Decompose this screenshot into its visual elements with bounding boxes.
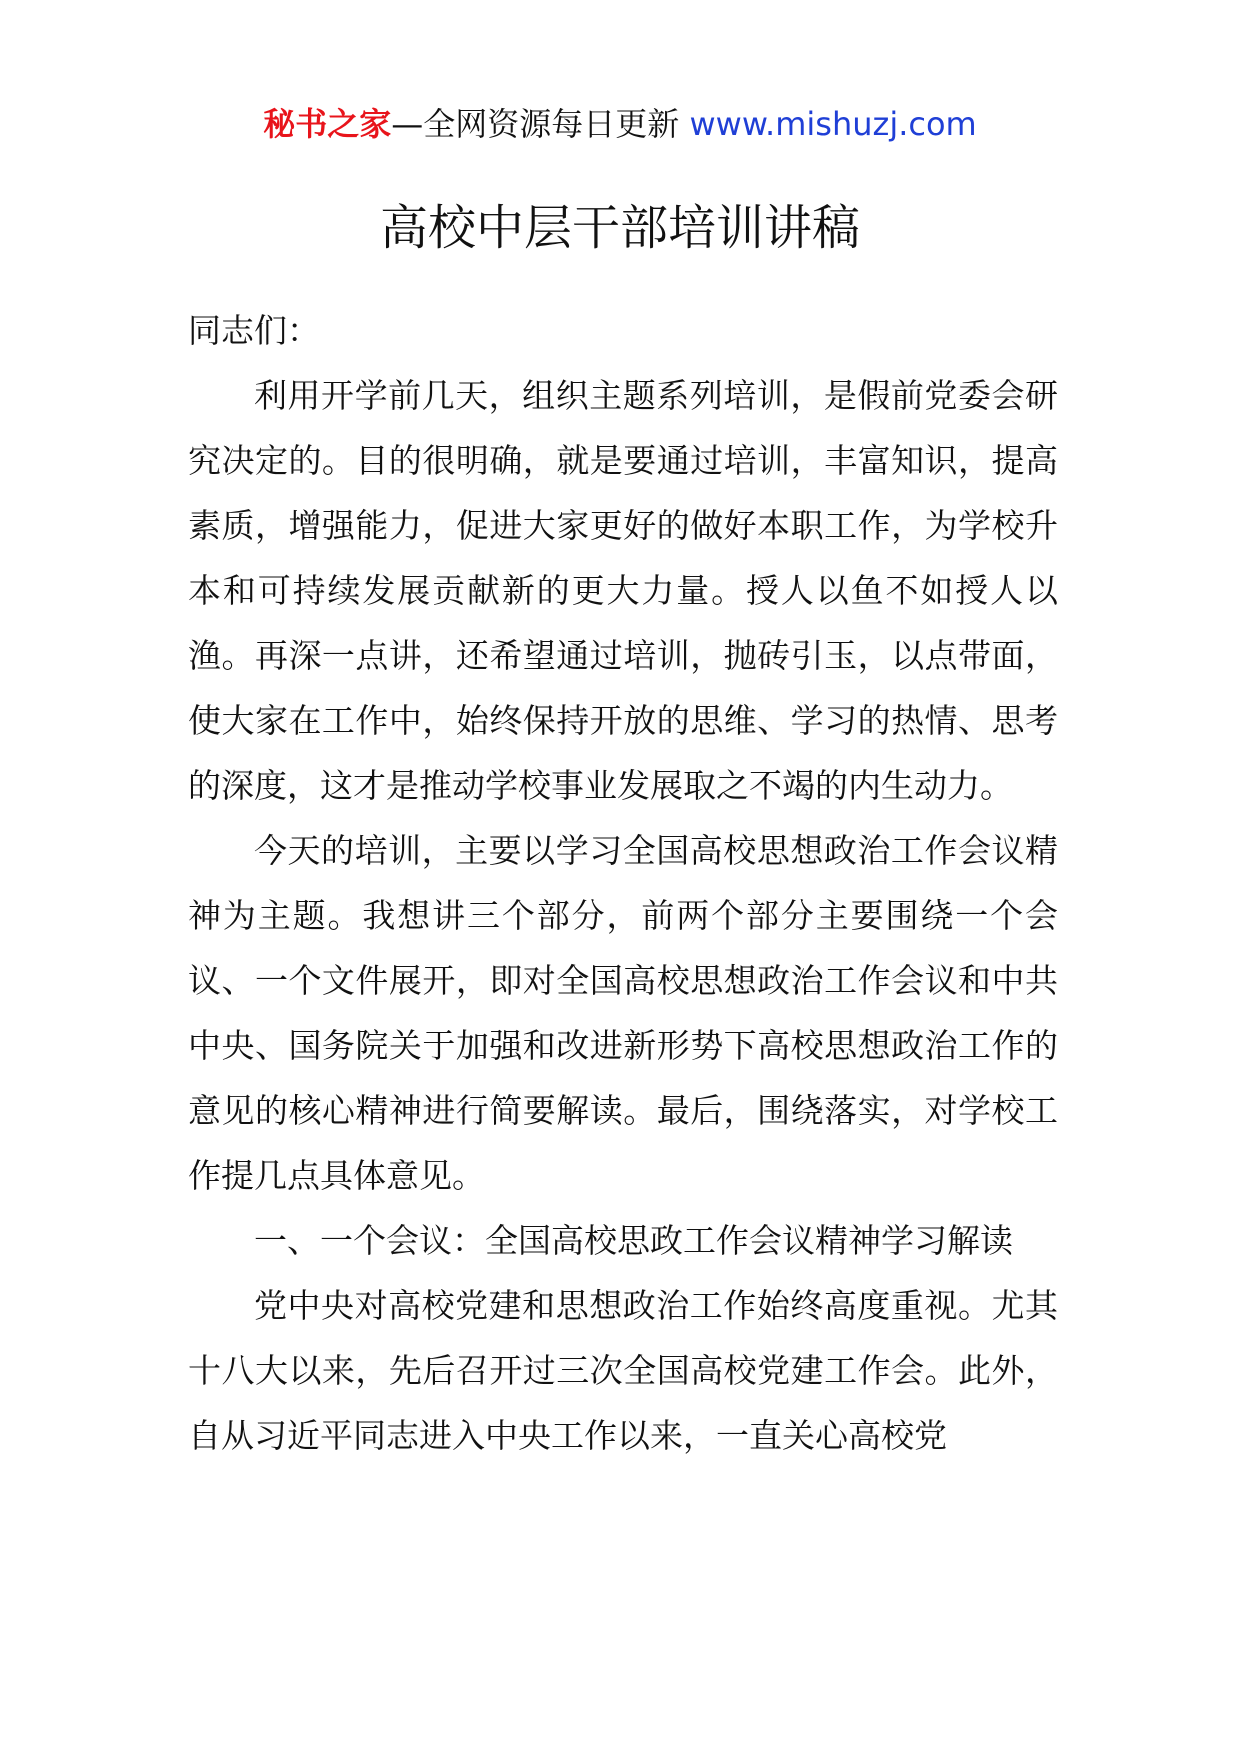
salutation: 同志们： [188,311,320,350]
section-heading: 一、一个会议：全国高校思政工作会议精神学习解读 [254,1221,1013,1260]
document-title: 高校中层干部培训讲稿 [379,200,860,256]
brand-name: 秘书之家 [263,105,392,143]
paragraph: 利用开学前几天，组织主题系列培训，是假前党委会研究决定的。目的很明确，就是要通过培训，丰富知识，提高素质，增强能力，促进大家更好的做好本职工作，为学校升本和可持续发展贡献新的更大力量。授人以鱼不如授人以渔。再深一点讲，还希望通过培训，抛砖引玉，以点带面，使大家在工作中，始终保持开放的思维、学习的热情、思考的深度，这才是推动学校事业发展取之不竭的内生动力。 [188,376,1058,805]
paragraph: 今天的培训，主要以学习全国高校思想政治工作会议精神为主题。我想讲三个部分，前两个部分主要围绕一个会议、一个文件展开，即对全国高校思想政治工作会议和中共中央、国务院关于加强和改进新形势下高校思想政治工作的意见的核心精神进行简要解读。最后，围绕落实，对学校工作提几点具体意见。 [188,831,1058,1195]
site-slogan: —全网资源每日更新 [391,105,680,143]
section-paragraph: 党中央对高校党建和思想政治工作始终高度重视。尤其十八大以来，先后召开过三次全国高校党建工作会。此外，自从习近平同志进入中央工作以来，一直关心高校党 [188,1286,1058,1455]
site-url-link[interactable]: www.mishuzj.com [689,105,977,143]
document-body [188,298,1058,1468]
site-header [0,100,1240,148]
